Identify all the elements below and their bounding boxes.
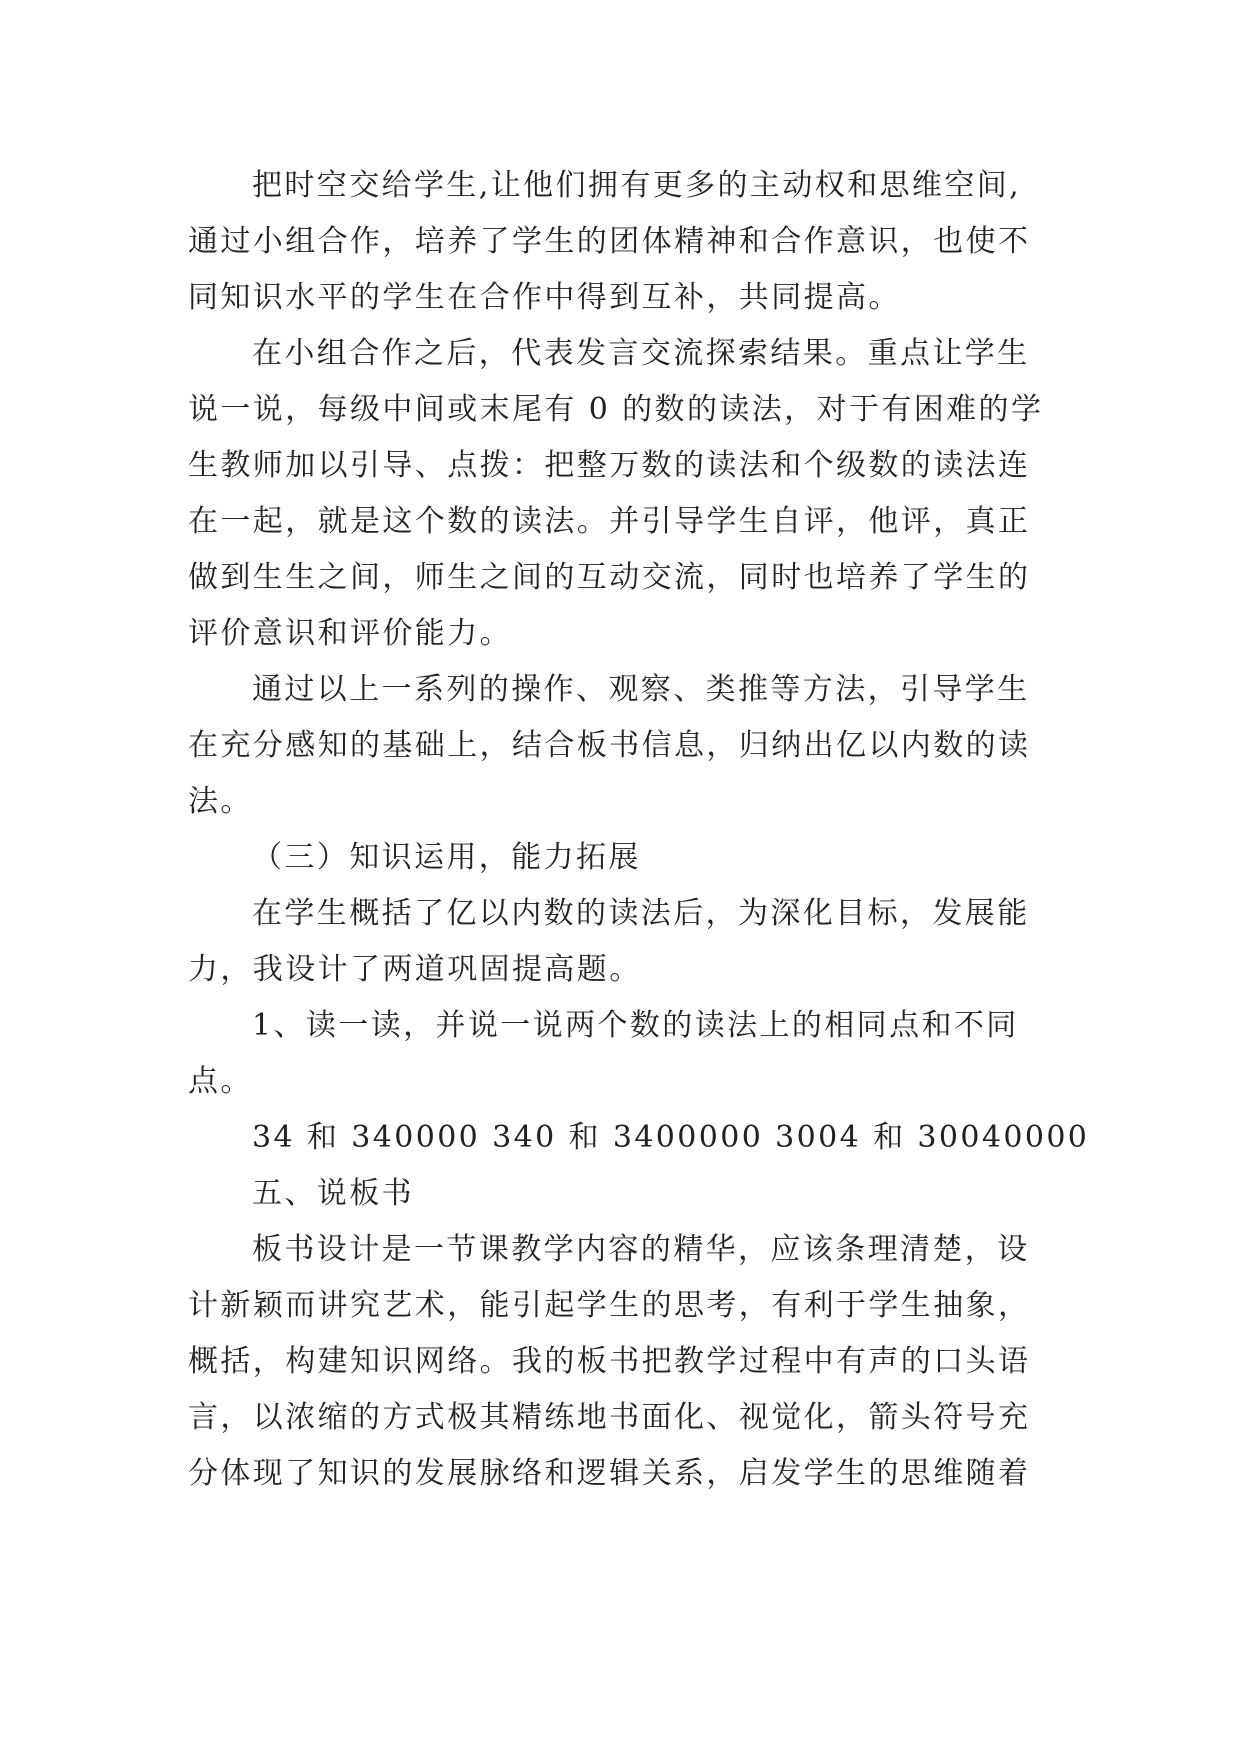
text-line: 言，以浓缩的方式极其精练地书面化、视觉化，箭头符号充 [188, 1400, 1031, 1435]
text-line: 通过以上一系列的操作、观察、类推等方法，引导学生 [252, 672, 1030, 707]
text-line: 同知识水平的学生在合作中得到互补，共同提高。 [188, 280, 901, 315]
text-line: 在一起，就是这个数的读法。并引导学生自评，他评，真正 [188, 504, 1031, 539]
text-line: 概括，构建知识网络。我的板书把教学过程中有声的口头语 [188, 1344, 1031, 1379]
text-line: 计新颖而讲究艺术，能引起学生的思考，有利于学生抽象， [188, 1288, 1031, 1323]
text-line: 做到生生之间，师生之间的互动交流，同时也培养了学生的 [188, 560, 1031, 595]
text-line: 分体现了知识的发展脉络和逻辑关系，启发学生的思维随着 [188, 1456, 1031, 1491]
text-line: 说一说，每级中间或末尾有 0 的数的读法，对于有困难的学 [188, 392, 1044, 427]
text-line: 把时空交给学生,让他们拥有更多的主动权和思维空间, [252, 168, 1022, 203]
text-line: 在学生概括了亿以内数的读法后，为深化目标，发展能 [252, 896, 1030, 931]
text-line: 评价意识和评价能力。 [188, 616, 512, 651]
text-line: 板书设计是一节课教学内容的精华，应该条理清楚，设 [252, 1232, 1030, 1267]
text-line: 力，我设计了两道巩固提高题。 [188, 952, 642, 987]
text-line: 生教师加以引导、点拨：把整万数的读法和个级数的读法连 [188, 448, 1031, 483]
text-line: 在充分感知的基础上，结合板书信息，归纳出亿以内数的读 [188, 728, 1031, 763]
text-line: 通过小组合作，培养了学生的团体精神和合作意识，也使不 [188, 224, 1031, 259]
number-examples: 34 和 340000 340 和 3400000 3004 和 30040000 [252, 1120, 1090, 1155]
text-line: 法。 [188, 784, 253, 819]
text-line: 点。 [188, 1064, 253, 1099]
section-heading: 五、说板书 [252, 1176, 414, 1211]
text-line: 在小组合作之后，代表发言交流探索结果。重点让学生 [252, 336, 1030, 371]
section-heading: （三）知识运用，能力拓展 [252, 840, 641, 875]
text-line: 1、读一读，并说一说两个数的读法上的相同点和不同 [252, 1008, 1019, 1043]
document-page [188, 158, 1090, 1502]
